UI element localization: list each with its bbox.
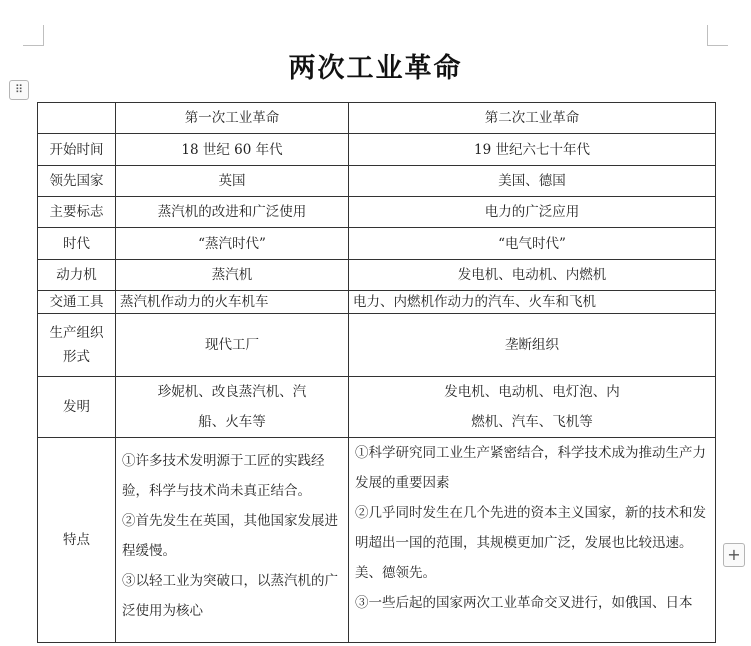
table-row-traits bbox=[38, 438, 716, 643]
table-row bbox=[38, 260, 716, 291]
cell-second: 美国、德国 bbox=[349, 166, 716, 197]
cell-first: 蒸汽机的改进和广泛使用 bbox=[116, 197, 349, 228]
row-label: 动力机 bbox=[38, 260, 116, 291]
trait-paragraph: ①许多技术发明源于工匠的实践经验，科学与技术尚未真正结合。 bbox=[122, 453, 325, 499]
table-row bbox=[38, 314, 716, 377]
row-label: 时代 bbox=[38, 228, 116, 260]
table-row bbox=[38, 291, 716, 314]
table-header-row bbox=[38, 103, 716, 134]
table-move-handle-icon[interactable]: ⠿ bbox=[9, 80, 29, 100]
row-label-multiline bbox=[38, 314, 116, 377]
cell-first: 现代工厂 bbox=[116, 314, 349, 377]
add-column-button[interactable]: + bbox=[723, 543, 745, 567]
cell-second: 垄断组织 bbox=[349, 314, 716, 377]
row-label-line: 生产组织 bbox=[49, 325, 104, 341]
cell-second: 电力的广泛应用 bbox=[349, 197, 716, 228]
row-label: 交通工具 bbox=[38, 291, 116, 314]
cell-line: 船、火车等 bbox=[198, 414, 266, 430]
trait-paragraph: ③一些后起的国家两次工业革命交叉进行，如俄国、日本 bbox=[355, 595, 693, 611]
row-label: 发明 bbox=[38, 377, 116, 438]
header-cell-second: 第二次工业革命 bbox=[349, 103, 716, 134]
table-row bbox=[38, 228, 716, 260]
cell-second: 发电机、电动机、内燃机 bbox=[349, 260, 716, 291]
table-row bbox=[38, 134, 716, 166]
trait-paragraph: ③以轻工业为突破口，以蒸汽机的广泛使用为核心 bbox=[122, 573, 338, 619]
cell-first: 英国 bbox=[116, 166, 349, 197]
header-cell-first: 第一次工业革命 bbox=[116, 103, 349, 134]
row-label: 特点 bbox=[38, 438, 116, 643]
cell-second: “电气时代” bbox=[349, 228, 716, 260]
table-row bbox=[38, 197, 716, 228]
cell-first: 蒸汽机作动力的火车机车 bbox=[116, 291, 349, 314]
row-label: 开始时间 bbox=[38, 134, 116, 166]
header-cell-empty bbox=[38, 103, 116, 134]
page-corner-mark-top-right bbox=[707, 25, 728, 46]
cell-first-multiline bbox=[116, 377, 349, 438]
cell-first: 蒸汽机 bbox=[116, 260, 349, 291]
traits-second bbox=[349, 438, 716, 643]
row-label-line: 形式 bbox=[63, 349, 90, 365]
cell-line: 珍妮机、改良蒸汽机、汽 bbox=[157, 384, 307, 400]
table-row bbox=[38, 166, 716, 197]
cell-line: 燃机、汽车、飞机等 bbox=[471, 414, 593, 430]
document-title: 两次工业革命 bbox=[288, 53, 463, 84]
table-row bbox=[38, 377, 716, 438]
cell-first: 18 世纪 60 年代 bbox=[116, 134, 349, 166]
page-corner-mark-top-left bbox=[23, 25, 44, 46]
row-label: 主要标志 bbox=[38, 197, 116, 228]
trait-paragraph: ②首先发生在英国，其他国家发展进程缓慢。 bbox=[122, 513, 338, 559]
cell-line: 发电机、电动机、电灯泡、内 bbox=[444, 384, 620, 400]
cell-second-multiline bbox=[349, 377, 716, 438]
trait-paragraph: ②几乎同时发生在几个先进的资本主义国家，新的技术和发明超出一国的范围，其规模更加广泛，发展也比较迅速。美、德领先。 bbox=[355, 505, 706, 581]
row-label: 领先国家 bbox=[38, 166, 116, 197]
trait-paragraph: ①科学研究同工业生产紧密结合，科学技术成为推动生产力发展的重要因素 bbox=[355, 445, 706, 491]
cell-second: 19 世纪六七十年代 bbox=[349, 134, 716, 166]
traits-first bbox=[116, 438, 349, 643]
comparison-table bbox=[37, 102, 716, 643]
cell-second: 电力、内燃机作动力的汽车、火车和飞机 bbox=[349, 291, 716, 314]
cell-first: “蒸汽时代” bbox=[116, 228, 349, 260]
